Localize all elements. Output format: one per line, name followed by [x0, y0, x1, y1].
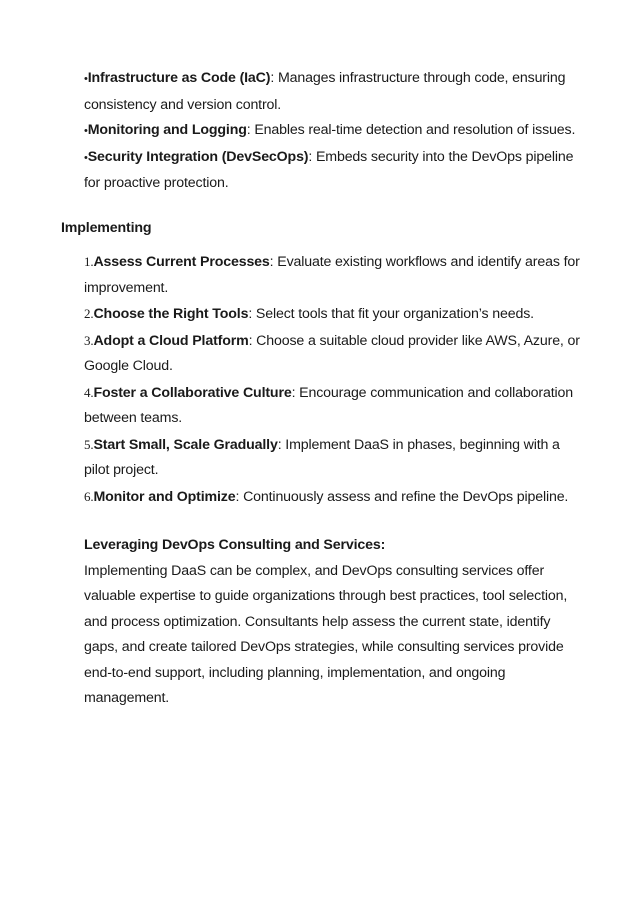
step-item-culture [84, 380, 584, 432]
step-term: Assess Current Processes [93, 254, 270, 270]
step-item-cloud [84, 328, 584, 380]
step-description: : Encourage communication and collaboration between teams. [84, 384, 573, 426]
step-item-scale [84, 432, 584, 484]
step-item-tools [84, 301, 584, 328]
step-number: 3. [84, 332, 94, 348]
bullet-marker: • [84, 151, 88, 164]
bullet-marker: • [84, 73, 88, 85]
step-number: 5. [84, 436, 94, 452]
feature-description: : Enables real-time detection and resolution of issues. [246, 122, 576, 138]
feature-term: Security Integration (DevSecOps) [87, 148, 309, 165]
feature-item-security [84, 145, 584, 197]
step-number: 1. [84, 254, 94, 269]
feature-bullet-list [84, 66, 584, 197]
step-number: 4. [84, 384, 94, 400]
feature-term: Monitoring and Logging [87, 122, 247, 138]
step-term: Start Small, Scale Gradually [93, 436, 278, 453]
step-item-monitor [84, 484, 584, 511]
implementation-steps-list [84, 249, 584, 510]
consulting-heading: Leveraging DevOps Consulting and Services: [84, 537, 386, 553]
feature-description: : Manages infrastructure through code, ensuring consistency and version control. [84, 70, 566, 113]
step-description: : Continuously assess and refine the DevOps pipeline. [235, 488, 569, 505]
step-item-assess [84, 249, 584, 301]
step-term: Choose the Right Tools [93, 306, 249, 322]
step-term: Adopt a Cloud Platform [93, 332, 249, 349]
feature-description: : Embeds security into the DevOps pipeline for proactive protection. [84, 148, 574, 191]
feature-item-iac [84, 66, 584, 118]
consulting-section [84, 533, 584, 712]
feature-term: Infrastructure as Code (IaC) [87, 70, 271, 86]
implementing-heading: Implementing [61, 220, 152, 236]
consulting-body: Implementing DaaS can be complex, and DevOps consulting services offer valuable expertise to guide organizations through best practices, tool selection, and process optimization. Consultants help assess the current state, identify gaps, and create tailored DevOps strategies, while consulting services provide end-to-end support, including planning, implementation, and ongoing management. [84, 562, 568, 706]
step-description: : Implement DaaS in phases, beginning with a pilot project. [84, 436, 560, 478]
step-term: Monitor and Optimize [93, 488, 236, 505]
step-number: 2. [84, 306, 94, 321]
step-term: Foster a Collaborative Culture [93, 384, 292, 401]
step-description: : Choose a suitable cloud provider like AWS, Azure, or Google Cloud. [84, 332, 580, 374]
step-number: 6. [84, 488, 94, 504]
step-description: : Select tools that fit your organization’s needs. [248, 306, 534, 322]
feature-item-monitoring [84, 118, 584, 145]
bullet-marker: • [84, 125, 88, 137]
step-description: : Evaluate existing workflows and identify areas for improvement. [84, 254, 580, 296]
